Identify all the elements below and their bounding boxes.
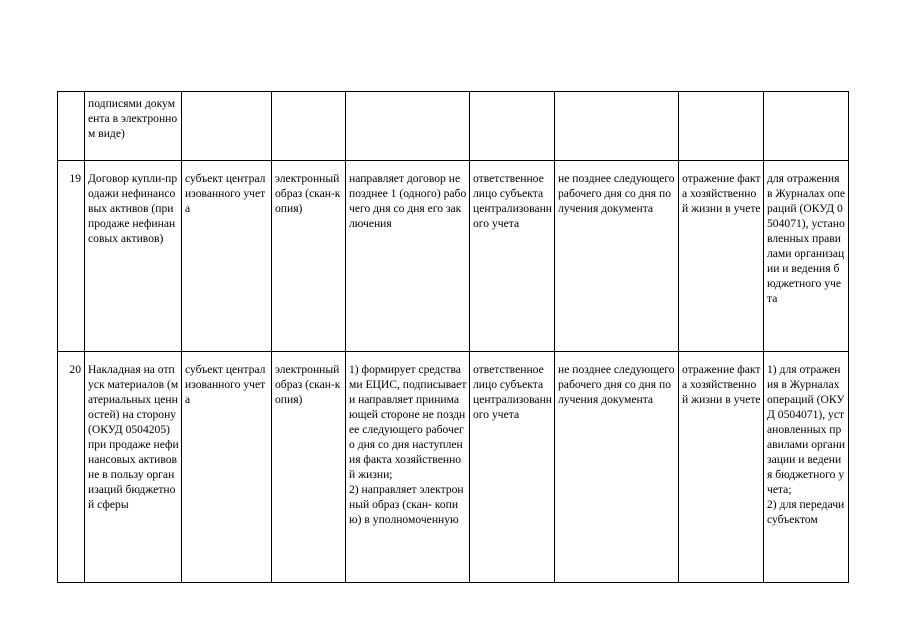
form-cell: электронный образ (скан-копия) [272,161,346,352]
creator-cell [182,92,272,161]
deadline-cell [555,92,679,161]
procedure-cell: направляет договор не позднее 1 (одного) рабочего дня со дня его заключения [346,161,470,352]
document-name-cell: Договор купли-продажи нефинансовых активов (при продаже нефинансовых активов) [85,161,182,352]
procedure-cell [346,92,470,161]
deadline-cell: не позднее следующего рабочего дня со дня получения документа [555,161,679,352]
document-table [57,91,849,583]
creator-cell: субъект централизованного учета [182,161,272,352]
accounting-cell: отражение факта хозяйственной жизни в учете [679,161,764,352]
table-row [58,352,849,583]
table-row [58,92,849,161]
document-name-cell: подписями документа в электронном виде) [85,92,182,161]
deadline-cell: не позднее следующего рабочего дня со дня получения документа [555,352,679,583]
creator-cell: субъект централизованного учета [182,352,272,583]
purpose-cell: 1) для отражения в Журналах операций (ОКУД 0504071), установленных правилами организации и ведения бюджетного учета; 2) для передачи субъектом [764,352,849,583]
responsible-cell: ответственное лицо субъекта централизованного учета [470,161,555,352]
purpose-cell [764,92,849,161]
form-cell [272,92,346,161]
responsible-cell [470,92,555,161]
table-row [58,161,849,352]
accounting-cell: отражение факта хозяйственной жизни в учете [679,352,764,583]
accounting-cell [679,92,764,161]
row-number-cell [58,92,85,161]
responsible-cell: ответственное лицо субъекта централизованного учета [470,352,555,583]
procedure-cell: 1) формирует средствами ЕЦИС, подписывает и направляет принимающей стороне не позднее следующего рабочего дня со дня наступления факта хозяйственной жизни; 2) направляет электронный образ (скан- копию) в уполномоченную [346,352,470,583]
row-number-cell: 20 [58,352,85,583]
row-number-cell: 19 [58,161,85,352]
document-name-cell: Накладная на отпуск материалов (материальных ценностей) на сторону (ОКУД 0504205) при продаже нефинансовых активов не в пользу организаций бюджетной сферы [85,352,182,583]
form-cell: электронный образ (скан-копия) [272,352,346,583]
purpose-cell: для отражения в Журналах операций (ОКУД 0504071), установленных правилами организации и ведения бюджетного учета [764,161,849,352]
